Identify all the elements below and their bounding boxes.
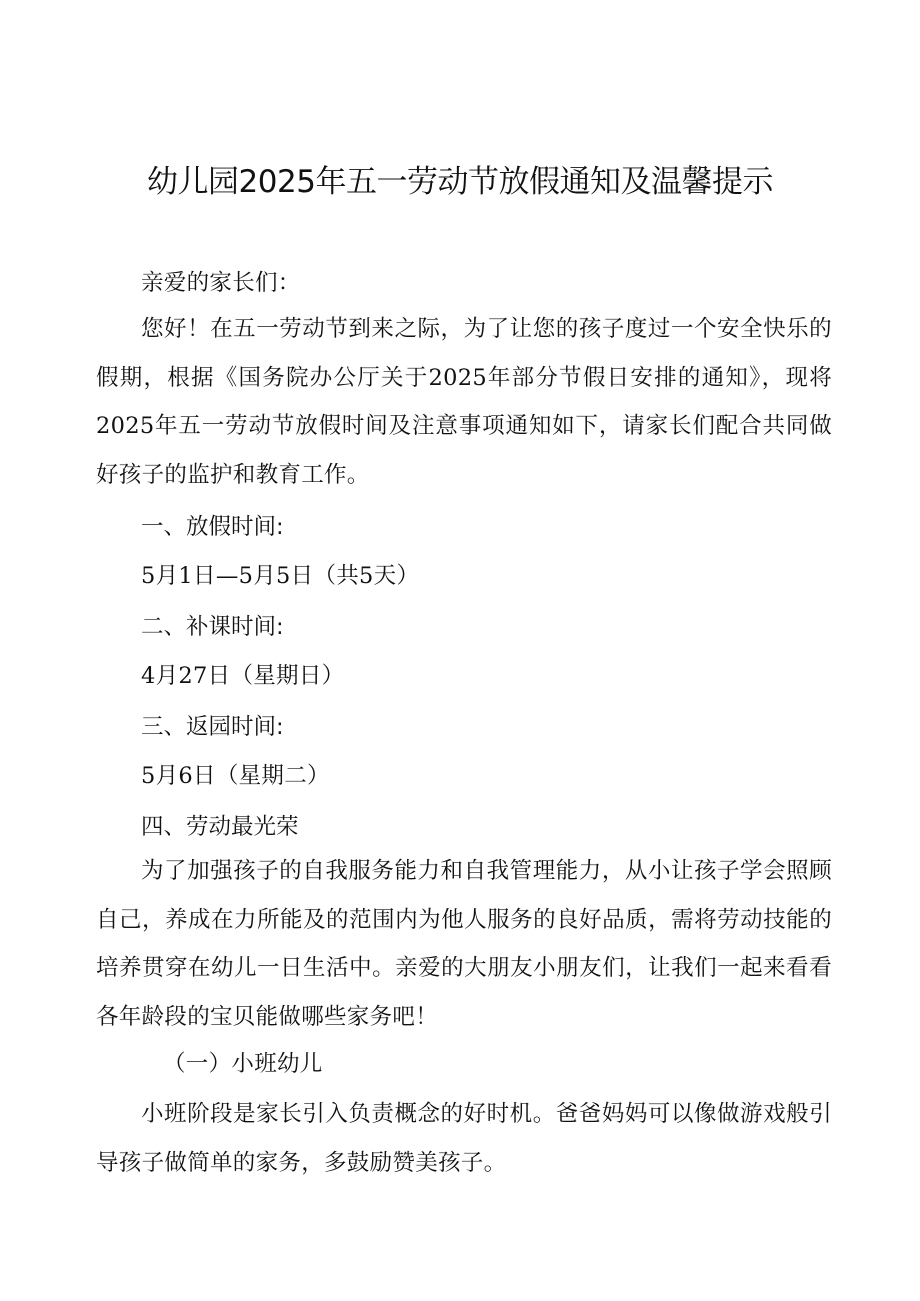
section-content-makeup: 4月27日（星期日） [141,663,345,689]
section-heading-labor: 四、劳动最光荣 [141,814,299,840]
section-heading-holiday: 一、放假时间: [141,514,284,540]
intro-paragraph: 您好！在五一劳动节到来之际，为了让您的孩子度过一个安全快乐的假期，根据《国务院办公厅关于2025年部分节假日安排的通知》，现将2025年五一劳动节放假时间及注意事项通知如下，请家长们配合共同做好孩子的监护和教育工作。 [96,316,832,488]
section-content-holiday: 5月1日—5月5日（共5天） [141,563,420,589]
document-title: 幼儿园2025年五一劳动节放假通知及温馨提示 [147,164,773,200]
section-heading-makeup: 二、补课时间: [141,614,284,640]
section-heading-return: 三、返园时间: [141,714,284,740]
section-content-return: 5月6日（星期二） [141,763,330,789]
subheading-small-class: （一）小班幼儿 [163,1051,323,1077]
salutation: 亲爱的家长们： [141,270,301,296]
labor-paragraph: 为了加强孩子的自我服务能力和自我管理能力，从小让孩子学会照顾自己，养成在力所能及的范围内为他人服务的良好品质，需将劳动技能的培养贯穿在幼儿一日生活中。亲爱的大朋友小朋友们，让我们一起来看看各年龄段的宝贝能做哪些家务吧！ [96,858,832,1030]
small-class-paragraph: 小班阶段是家长引入负责概念的好时机。爸爸妈妈可以像做游戏般引导孩子做简单的家务，多鼓励赞美孩子。 [96,1101,832,1176]
